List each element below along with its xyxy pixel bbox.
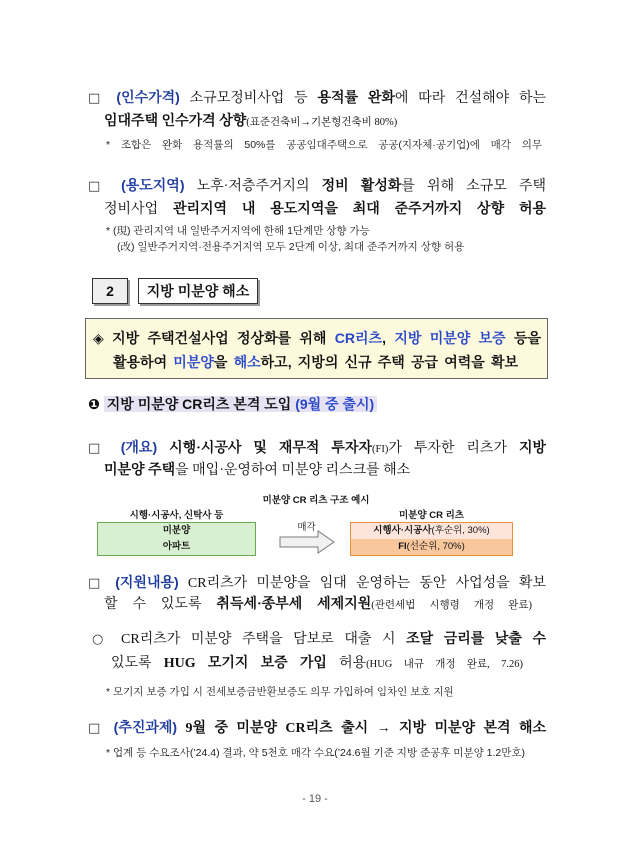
subheading-title: 지방 미분양 CR리츠 본격 도입 — [106, 396, 292, 412]
bold-run: HUG 모기지 보증 가입 — [163, 656, 327, 671]
summary-box — [85, 318, 548, 379]
note-run: (FI) — [372, 444, 389, 455]
circled-number: ❶ — [88, 396, 100, 412]
text-run: 정비사업 — [104, 202, 159, 217]
page-number: - 19 - — [302, 793, 328, 805]
rental-price-line-1 — [88, 87, 546, 107]
text-run: 노후·저층주거지의 — [196, 179, 310, 194]
diamond-symbol: ◈ — [93, 330, 104, 346]
text-run: 지방 주택건설사업 정상화를 위해 — [112, 330, 327, 346]
subheading-schedule: (9월 중 출시) — [295, 396, 375, 412]
highlight-run: 지방 미분양 보증 — [394, 330, 506, 346]
section-number: 2 — [92, 278, 128, 304]
arrow-label: 매각 — [297, 522, 316, 533]
text-run: 하고, 지방의 신규 주택 공급 여력을 확보 — [260, 354, 518, 370]
subheading-1 — [88, 394, 377, 414]
bold-run: 정비 활성화 — [321, 179, 402, 194]
diagram-left-label: 시행·시공사, 신탁사 등 — [129, 510, 224, 521]
square-bullet: □ — [88, 441, 109, 456]
bold-run: 시행·시공사 및 재무적 투자자 — [169, 441, 372, 456]
note-run: (관련세법 시행령 개정 완료) — [371, 600, 532, 611]
text-run: CR리츠가 미분양 주택을 담보로 대출 시 — [121, 632, 396, 647]
support-line-1 — [88, 572, 546, 592]
zoning-footnote-revised: (改) 일반주거지역·전용주거지역 모두 2단계 이상, 최대 준주거까지 상향 허용 — [117, 241, 465, 253]
bold-run: 임대주택 인수가격 상향 — [104, 114, 247, 129]
diagram-title: 미분양 CR 리츠 구조 예시 — [262, 495, 370, 506]
unsold-apartment-box — [97, 522, 256, 556]
rental-price-line-2 — [104, 112, 546, 132]
highlight-run: 미분양 — [173, 354, 214, 370]
item-tag: (용도지역) — [121, 177, 185, 193]
text-run: 소규모정비사업 등 — [189, 91, 308, 106]
summary-line-1 — [93, 328, 541, 348]
text-run: 있도록 — [111, 656, 152, 671]
overview-line-1 — [88, 437, 546, 457]
cr-reits-box — [350, 522, 513, 556]
left-box-line-1: 미분양 — [162, 525, 191, 536]
text-run: 등을 — [513, 330, 541, 346]
rental-price-footnote: * 조합은 완화 용적률의 50%를 공공임대주택으로 공공(지자체·공기업)에 매각 의무 — [106, 139, 542, 151]
zoning-line-2 — [104, 200, 546, 220]
square-bullet: □ — [88, 576, 107, 591]
highlight-run: 해소 — [233, 354, 261, 370]
support-line-2 — [104, 595, 532, 615]
text-run: 에 따라 건설해야 하는 — [394, 91, 546, 106]
bold-run: 용적률 완화 — [317, 91, 395, 106]
bold-run: 조달 금리를 낮출 수 — [406, 632, 546, 647]
text-run: 을 매입·운영하여 미분양 리스크를 해소 — [175, 463, 411, 478]
zoning-line-1 — [88, 175, 546, 195]
summary-line-2 — [113, 352, 518, 372]
mortgage-line-1 — [92, 630, 546, 650]
mortgage-line-2 — [111, 654, 523, 674]
section-title: 지방 미분양 해소 — [138, 278, 258, 304]
item-tag: (개요) — [120, 439, 158, 455]
square-bullet: □ — [88, 179, 109, 194]
text-run: 허용 — [339, 656, 367, 671]
text-run: 를 위해 소규모 주택 — [401, 179, 546, 194]
senior-tranche — [351, 539, 512, 555]
square-bullet: □ — [88, 91, 107, 106]
bold-run: 미분양 주택 — [104, 463, 176, 478]
tranche-share: (선순위, 70%) — [406, 541, 465, 552]
text-run: 활용하여 — [113, 354, 168, 370]
bold-run: 9월 중 미분양 CR리츠 출시 → 지방 미분양 본격 해소 — [185, 721, 546, 736]
diagram-right-label: 미분양 CR 리츠 — [399, 510, 464, 521]
bold-run: 관리지역 내 용도지역을 최대 준주거까지 상향 허용 — [172, 202, 546, 217]
text-run: 가 투자한 리츠가 — [388, 441, 507, 456]
text-run: , — [382, 330, 386, 346]
tranche-holder: FI — [398, 541, 407, 552]
tranche-share: (후순위, 30%) — [431, 525, 490, 536]
tranche-holder: 시행사·시공사 — [373, 525, 432, 536]
bold-run: 취득세·종부세 세제지원 — [216, 597, 372, 612]
highlight-run: CR리츠 — [334, 330, 383, 346]
mortgage-footnote: * 모기지 보증 가입 시 전세보증금반환보증도 의무 가입하여 임차인 보호 지원 — [106, 686, 454, 698]
item-tag: (지원내용) — [115, 574, 179, 590]
right-arrow-icon — [278, 530, 336, 554]
subordinate-tranche — [351, 523, 512, 539]
text-run: 을 — [213, 354, 228, 370]
bold-run: 지방 — [518, 441, 546, 456]
square-bullet: □ — [88, 721, 106, 736]
text-run: CR리츠가 미분양을 임대 운영하는 동안 사업성을 확보 — [187, 576, 546, 591]
plan-line-1 — [88, 717, 546, 737]
subheading-text — [104, 396, 377, 412]
note-run: (HUG 내규 개정 완료, 7.26) — [366, 659, 523, 670]
note-run: (표준건축비→기본형건축비 80%) — [246, 117, 398, 128]
zoning-footnote-current: * (現) 관리지역 내 일반주거지역에 한해 1단계만 상향 가능 — [106, 225, 370, 237]
circle-bullet: ○ — [92, 632, 111, 647]
item-tag: (인수가격) — [116, 89, 180, 105]
item-tag: (추진과제) — [113, 719, 178, 735]
overview-line-2 — [104, 461, 546, 481]
left-box-line-2: 아파트 — [162, 541, 191, 552]
plan-footnote: * 업계 등 수요조사(’24.4) 결과, 약 5천호 매각 수요(’24.6월 기준 지방 준공후 미분양 1.2만호) — [106, 747, 526, 759]
text-run: 할 수 있도록 — [104, 597, 202, 612]
